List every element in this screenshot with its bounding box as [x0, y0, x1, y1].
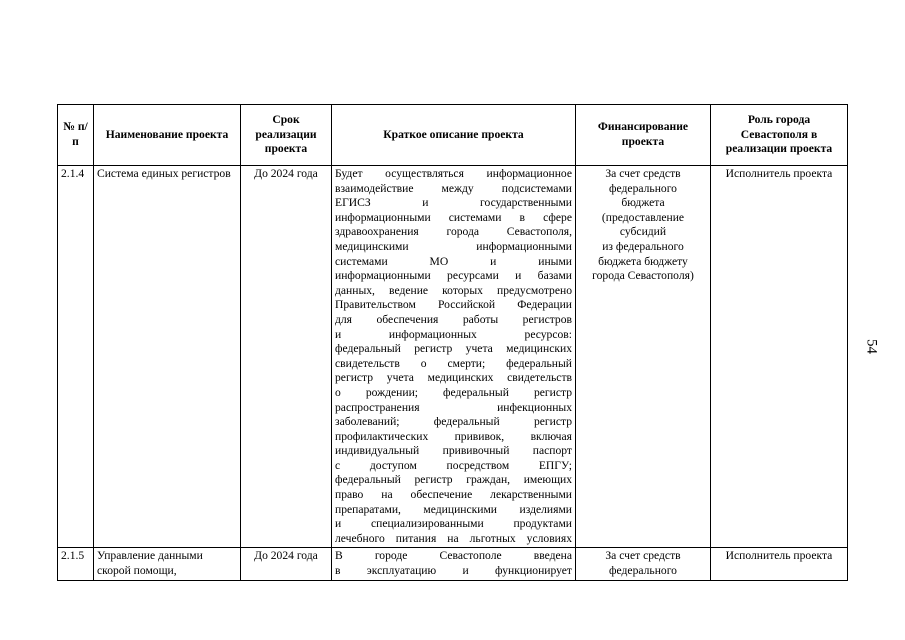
description-line: право на обеспечение лекарственными	[335, 488, 572, 502]
financing-line: (предоставление	[601, 210, 685, 224]
description-line: данных, ведение которых предусмотрено	[335, 283, 572, 297]
project-term: До 2024 года	[241, 166, 332, 548]
project-description	[332, 166, 576, 548]
project-role: Исполнитель проекта	[711, 548, 848, 580]
description-line: и специализированными продуктами	[335, 517, 572, 531]
financing-line: федерального	[609, 564, 677, 578]
project-description	[332, 548, 576, 580]
page-number: 54	[863, 339, 880, 354]
header-role: Роль города Севастополя в реализации проекта	[711, 105, 848, 166]
financing-line: субсидий	[619, 225, 667, 239]
row-number: 2.1.4	[58, 166, 94, 548]
description-line: с доступом посредством ЕПГУ;	[335, 458, 572, 472]
description-line: в эксплуатацию и функционирует	[335, 564, 572, 578]
project-financing	[576, 548, 711, 580]
description-line: лечебного питания на льготных условиях	[335, 531, 572, 545]
financing-line: федерального	[609, 181, 677, 195]
description-line: Будет осуществляться информационное	[335, 167, 572, 180]
description-line: и информационных ресурсов:	[335, 327, 572, 341]
table-header-row	[58, 105, 848, 166]
name-line: Управление данными	[97, 549, 203, 563]
description-line: Правительством Российской Федерации	[335, 298, 572, 312]
financing-line: бюджета бюджету	[598, 254, 688, 268]
financing-line: из федерального	[602, 239, 684, 253]
description-line: системами МО и иными	[335, 254, 572, 268]
financing-line: За счет средств	[605, 549, 681, 563]
financing-line: города Севастополя)	[592, 269, 694, 283]
header-num: № п/п	[58, 105, 94, 166]
description-line: взаимодействие между подсистемами	[335, 181, 572, 195]
project-financing	[576, 166, 711, 548]
project-name: Система единых регистров	[94, 166, 241, 548]
description-line: о рождении; федеральный регистр	[335, 385, 572, 399]
header-financing: Финансирование проекта	[576, 105, 711, 166]
description-line: регистр учета медицинских свидетельств	[335, 371, 572, 385]
table-row	[58, 548, 848, 580]
name-line: скорой помощи,	[97, 564, 177, 578]
description-line: ЕГИСЗ и государственными	[335, 196, 572, 210]
financing-line: За счет средств	[605, 167, 681, 180]
header-term: Срок реализации проекта	[241, 105, 332, 166]
description-line: распространения инфекционных	[335, 400, 572, 414]
description-line: В городе Севастополе введена	[335, 549, 572, 563]
description-line: федеральный регистр граждан, имеющих	[335, 473, 572, 487]
description-line: для обеспечения работы регистров	[335, 312, 572, 326]
description-line: препаратами, медицинскими изделиями	[335, 502, 572, 516]
description-line: информационными ресурсами и базами	[335, 269, 572, 283]
description-line: свидетельств о смерти; федеральный	[335, 356, 572, 370]
financing-line: бюджета	[621, 196, 665, 210]
header-description: Краткое описание проекта	[332, 105, 576, 166]
description-line: индивидуальный прививочный паспорт	[335, 444, 572, 458]
description-line: заболеваний; федеральный регистр	[335, 415, 572, 429]
table-row	[58, 166, 848, 548]
project-role: Исполнитель проекта	[711, 166, 848, 548]
projects-table	[57, 104, 848, 581]
project-name	[94, 548, 241, 580]
project-term: До 2024 года	[241, 548, 332, 580]
description-line: медицинскими информационными	[335, 239, 572, 253]
description-line: федеральный регистр учета медицинских	[335, 342, 572, 356]
description-line: здравоохранения города Севастополя,	[335, 225, 572, 239]
row-number: 2.1.5	[58, 548, 94, 580]
header-name: Наименование проекта	[94, 105, 241, 166]
description-line: информационными системами в сфере	[335, 210, 572, 224]
description-line: профилактических прививок, включая	[335, 429, 572, 443]
